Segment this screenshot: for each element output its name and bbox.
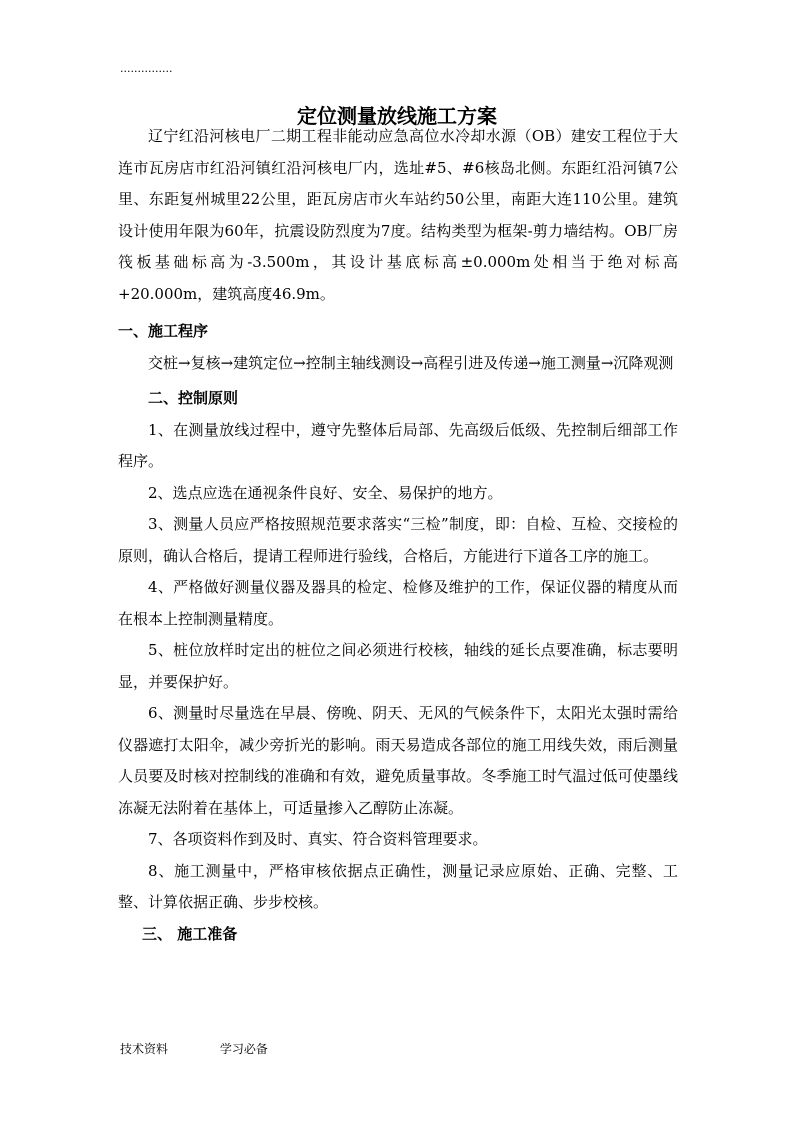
principle-item: 7、各项资料作到及时、真实、符合资料管理要求。: [148, 830, 488, 848]
section-heading-preparation: 三、 施工准备: [142, 924, 238, 943]
header-dots: ...............: [120, 62, 173, 75]
section-heading-principles: 二、控制原则: [148, 389, 239, 407]
principle-item: 1、在测量放线过程中，遵守先整体后局部、先高级后低级、先控制后细部工作程序。: [118, 420, 678, 470]
page-footer: [120, 1040, 316, 1057]
section-heading-procedure: 一、施工程序: [118, 322, 209, 340]
footer-left-label: 技术资料: [120, 1042, 169, 1056]
principle-item: 6、测量时尽量选在早晨、傍晚、阴天、无风的气候条件下，太阳光太强时需给仪器遮打太阳伞，减少旁折光的影响。雨天易造成各部位的施工用线失效，雨后测量人员要及时核对控制线的准确和有效，避免质量事故。冬季施工时气温过低可使墨线冻凝无法附着在基体上，可适量掺入乙醇防止冻凝。: [118, 704, 678, 817]
procedure-paragraph: 交桩→复核→建筑定位→控制主轴线测设→高程引进及传递→施工测量→沉降观测: [148, 353, 674, 372]
document-title: 定位测量放线施工方案: [297, 104, 497, 128]
document-body: [118, 121, 678, 950]
principle-item: 3、测量人员应严格按照规范要求落实“三检”制度，即：自检、互检、交接检的原则，确认合格后，提请工程师进行验线，合格后，方能进行下道各工序的施工。: [118, 515, 678, 565]
principle-item: 2、选点应选在通视条件良好、安全、易保护的地方。: [148, 483, 503, 502]
footer-right-label: 学习必备: [219, 1042, 268, 1056]
principle-item: 5、桩位放样时定出的桩位之间必须进行校核，轴线的延长点要准确，标志要明显，并要保护好。: [118, 641, 678, 691]
intro-paragraph: 辽宁红沿河核电厂二期工程非能动应急高位水冷却水源（OB）建安工程位于大连市瓦房店市红沿河镇红沿河核电厂内，选址#5、#6核岛北侧。东距红沿河镇7公里、东距复州城里22公里，距瓦房店市火车站约50公里，南距大连110公里。建筑设计使用年限为60年，抗震设防烈度为7度。结构类型为框架-剪力墙结构。OB厂房筏板基础标高为-3.500m，其设计基底标高±0.000m处相当于绝对标高+20.000m，建筑高度46.9m。: [118, 127, 678, 303]
principle-item: 4、严格做好测量仪器及器具的检定、检修及维护的工作，保证仪器的精度从而在根本上控制测量精度。: [118, 578, 678, 628]
principle-item: 8、施工测量中，严格审核依据点正确性，测量记录应原始、正确、完整、工整、计算依据正确、步步校核。: [118, 861, 678, 911]
